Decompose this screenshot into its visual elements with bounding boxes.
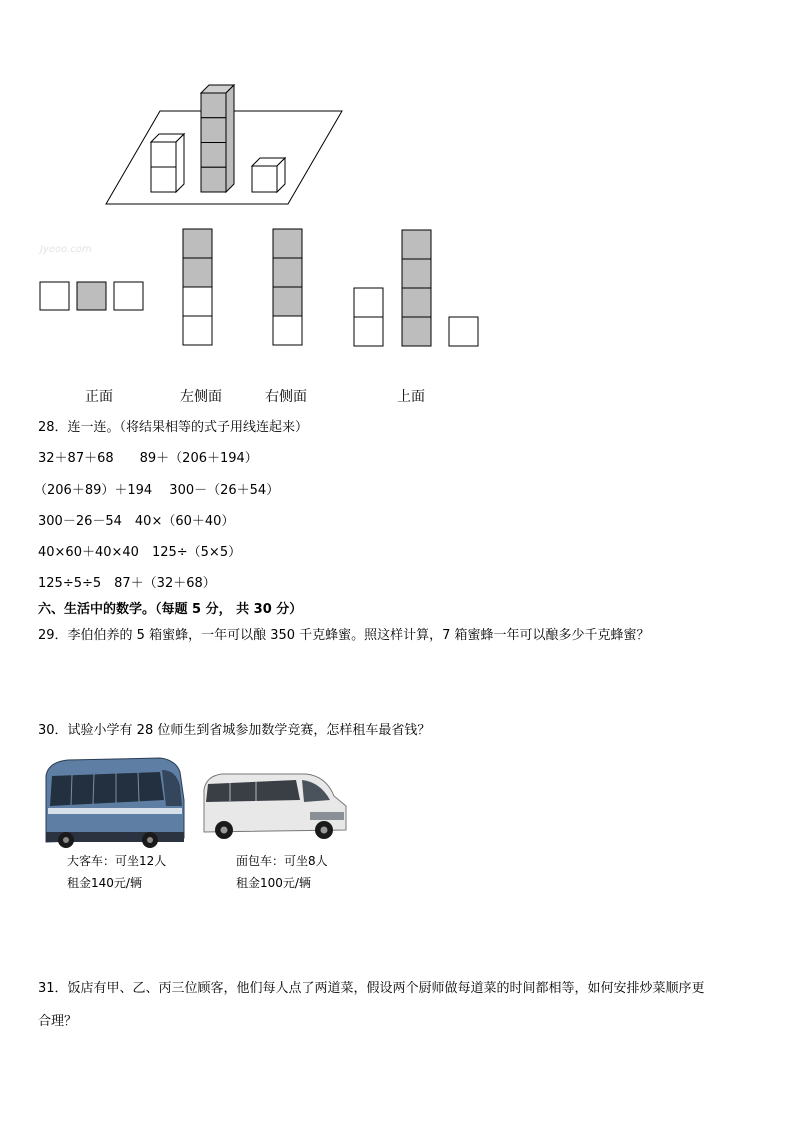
middle-stack [201, 85, 234, 192]
q29-text: 29．李伯伯养的 5 箱蜜蜂，一年可以酿 350 千克蜂蜜。照这样计算，7 箱蜜蜂一年可以酿多少千克蜂蜜？ [38, 628, 650, 643]
left-stack [151, 134, 184, 192]
q31-line1: 31．饭店有甲、乙、丙三位顾客，他们每人点了两道菜，假设两个厨师做每道菜的时间都相等，如何安排炒菜顺序更 [38, 981, 705, 996]
right-cube [252, 158, 285, 192]
bus-rent: 租金140元/辆 [67, 876, 142, 890]
q28-row: 40×60＋40×40 125÷（5×5） [38, 545, 242, 560]
label-left-side: 左侧面 [180, 389, 222, 405]
q28-row: 300－26－54 40×（60＋40） [38, 514, 235, 529]
left-side-view [183, 229, 212, 345]
section-6-title: 六、生活中的数学。（每题 5 分， 共 30 分） [38, 602, 303, 617]
q31-line2: 合理？ [38, 1014, 78, 1029]
q28-title: 28．连一连。（将结果相等的式子用线连起来） [38, 420, 309, 435]
label-front: 正面 [85, 389, 113, 405]
label-top: 上面 [397, 389, 425, 405]
right-side-view [273, 229, 302, 345]
q28-row: （206＋89）＋194 300－（26＋54） [34, 483, 280, 498]
van-caption [236, 850, 328, 894]
label-right-side: 右侧面 [265, 389, 307, 405]
q28-row: 32＋87＋68 89＋（206＋194） [38, 451, 258, 466]
van-capacity: 面包车：可坐8人 [236, 854, 328, 868]
van-rent: 租金100元/辆 [236, 876, 311, 890]
top-view [354, 230, 478, 346]
cube-figure [0, 0, 794, 360]
q28-row: 125÷5÷5 87＋（32＋68） [38, 576, 216, 591]
front-view [40, 282, 143, 310]
q30-text: 30．试验小学有 28 位师生到省城参加数学竞赛，怎样租车最省钱？ [38, 723, 431, 738]
watermark: Jyeoo.com [40, 244, 92, 255]
bus-capacity: 大客车：可坐12人 [67, 854, 167, 868]
bus-caption [67, 850, 166, 894]
